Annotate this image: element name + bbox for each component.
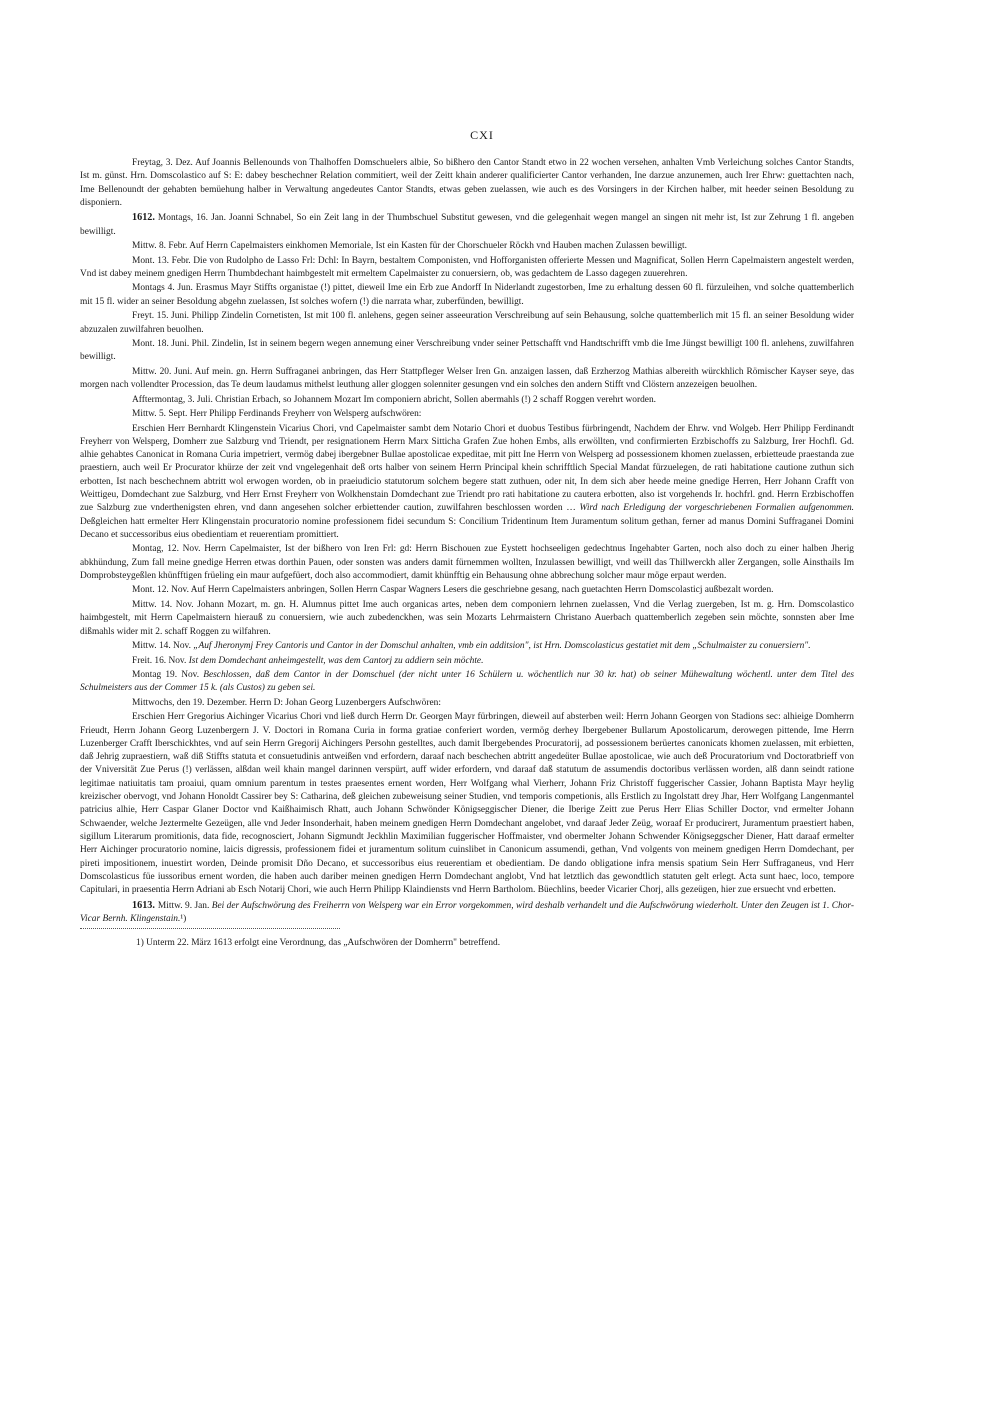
entry-13	[80, 584, 854, 597]
entry-text: Mittw. 8. Febr. Auf Herrn Capelmaisters einkhomen Memoriale, Ist ein Kasten für der Chorschueler Röckh vnd Hauben machen Zulassen bewilligt.	[132, 241, 687, 252]
entry-text: Montags, 16. Jan. Joanni Schnabel, So ein Zeit lang in der Thumbschuel Substitut gewesen, vnd die gelegenhait wegen mangel an singen nit mehr ist, Ist zur Zehrung 1 fl. angeben bewilligt.	[80, 213, 854, 237]
entry-7	[80, 338, 854, 365]
entry-text: Montag, 12. Nov. Herrn Capelmaister, Ist der bißhero von Iren Frl: gd: Herrn Bischouen zue Eystett hochseeligen gedechtnus Ingehabter Garten, noch also doch zu einer halben Jherig abkhündung, Zum fall meine gnedige Herren etwas dorthin Pauen, oder sonsten was anders damit fürnemmen wollten, Inzulassen bewilligt, vnd weill das Thillwerckh aller Zergangen, solle Ainsthails Im Domprobsteygeßlen khünfftigen früeling ein maur aufgefüert, doch also accommodiert, damit khünfftig ein Behausung ohne abbrechung solcher maur möge erpaut werden.	[80, 544, 854, 581]
entry-text: Mittw. 20. Juni. Auf mein. gn. Herrn Suffraganei anbringen, das Herr Stattpfleger Welser Iren Gn. anzaigen lassen, daß Erzherzog Mathias albereith würckhlich Römischer Kayser seye, das morgen nach vollendter Procession, das Te deum laudamus mithelst leuthung aller gloggen solenniter gesungen vnd ein solches den andern Stifft vnd Clöstern anzezeigen beuolhen.	[80, 366, 854, 391]
entry-11	[80, 423, 854, 543]
entry-text: Freyt. 15. Juni. Philipp Zindelin Cornetisten, Ist mit 100 fl. anlehens, gegen seiner asseeuration Verschreibung auf sein Behausung, solche quattemberlich mit 15 fl. an seiner Besoldung wider abzuzalen zuwilfahren beuolhen.	[80, 311, 854, 335]
entry-text: Montag 19. Nov.	[132, 669, 200, 680]
entry-text: Erschien Herr Gregorius Aichinger Vicarius Chori vnd ließ durch Herrn Dr. Georgen Mayr fürbringen, dieweil auf absterben weil: Herrn Johann Georgen von Stadions sec: alhieige Domherrn Frieudt, Herrn Johann Georg Luzenbergern J. V. Doctori in Romana Curia in forma gratiae conferiert worden, vermög derhey Ibergebener Bullarum Apostolicarum, derowegen pittende, Ime Herrn Luzenberger Crafft Iberschickhtes, vnd auf sein Herrn Gregorij Aichingers Persohn gestelltes, auch damit Ibergebendes Procuratorij, ad possessionem berüertes canonicats khomen zuelassen, mit erbietten, daß Jehrig zupraestiern, waß diß Stiffts statuta et consuetudinis antweißen vnd erfordern, daraaf nach beschechen abtritt angedeüter Bullae apostolicae, wie auch deß Procuratorium vnd Doctoratbrieff von der Vniversität Zue Perus (!) verlässen, alßdan weil khain mangel darinnen verspürt, auff wider erfordern, vnd daraaf daß statutum de assumendis doctoribus verlässen worden, alß dann seindt ratione legitimae natiuitatis tam proaiui, quam omnium parentum in testes praesentes ernent worden, Herr Wolfgang whal Vierherr, Johann Friz Christoff fuggerischer Cassier, Johann Baptista Mayr heylig kreizischer obervogt, vnd Johann Honoldt Cassirer bey S: Catharina, deß gleichen zubeweisung seiner Studien, vnd temporis competionis, alls Erstlich zu Ingolstatt drey Jhar, Herr Wolfgang Langenmantel patricius alhie, Herr Caspar Glaner Doctor vnd Kaißhaimisch Rhatt, auch Johann Schwönder Königseggischer Diener, die Iberige Zeitt zue Perus Herr Elias Schiller Doctor, vnd ermelter Johann Schwaender, welche Jeztermelte Gezeügen, alle vnd Jeder Insonderhait, haben meinem gnedigen Herrn Domdechant angelobet, vnd daraaf Jeder Zeüg, woraaf Er producirert, Juramentum praestiert haben, sigillum Literarum promitionis, data fide, recognosciert, Johann Sigmundt Jeckhlin Maximilian fuggerischer Hoffmaister, vnd obermelter Johann Schwender Königseggscher Diener, Hatt daraaf ermelter Herr Aichinger procuratorio nomine, laicis digressis, professionem fidei et juramentum solitum cuinslibet in Canonicum assumendi, gethan, Vnd volgents von meinem gnedigen Herrn Domdechant, per pireti impositionem, inuestirt worden, Deinde promisit Dño Decano, et successoribus eius reuerentiam et obedientiam. De dando obligatione infra mensis spatium Sein Herr Suffraganeus, vnd Herr Domscolasticus füe iussoribus ernent worden, die haben auch dariber meinen gnedigen Herrn Domdechant anglobt, Vnd hat letztlich das gewondtlich statuten gelt erlegt. Acta sunt haec, loco, tempore Capitulari, in praesentia Herrn Adriani ab Esch Notarij Chori, wie auch Herrn Philipp Klaindiensts vnd Herrn Bartholom. Büechlins, beeder Vicarier Chorj, alls gezeügen, hier zue ersuecht vnd erbetten.	[80, 712, 854, 896]
entry-17	[80, 669, 854, 696]
entry-text: Afftermontag, 3. Juli. Christian Erbach, so Johannem Mozart Im componiern abricht, Sollen abermahls (!) 2 schaff Roggen verehrt worden.	[132, 394, 656, 405]
entry-text: Mont. 12. Nov. Auf Herrn Capelmaisters anbringen, Sollen Herrn Caspar Wagners Lesers die geschriebne gesang, nach guetachten Herrn Domscolasticj außbezalt worden.	[132, 585, 774, 596]
entry-italic-note: Ist dem Domdechant anheimgestellt, was dem Cantorj zu addiern sein möchte.	[188, 655, 484, 666]
entry-text: Mittw. 14. Nov. Johann Mozart, m. gn. H. Alumnus pittet Ime auch organicas artes, neben dem componiern lehrnen zuelassen, Vnd die Verlag zuergeben, Ist m. g. Hrn. Domscolastico haimbgestelt, mit Herrn Capelmaistern hierauß zu conuersiern, wie auch zubedenckhen, was sein Mozarts Lehrmaistern Christano Auerbach quattemberlich zegeben sein möchte, sonnsten aber Ime dißmahls wider mit 2. schaff Roggen zu wilfahren.	[80, 599, 854, 637]
entry-20	[80, 899, 854, 927]
entry-text: Mont. 13. Febr. Die von Rudolpho de Lasso Frl: Dchl: In Bayrn, bestaltem Componisten, vnd Hofforganisten offerierte Messen und Magnificat, Sollen Herrn Capelmaistern angestelt werden, Vnd ist dabey meinem gnedigen Herrn Thumbdechant haimbgestelt mit ermeltem Capelmaister zu conuersiern, ob, was gedachtem de Lasso dagegen zuuerehren.	[80, 255, 854, 279]
entry-text: Mittw. 14. Nov.	[132, 641, 191, 652]
entry-italic-note: Wird nach Erledigung der vorgeschriebenen Formalien aufgenommen.	[579, 503, 854, 514]
entry-text: Mittw. 9. Jan.	[157, 900, 210, 911]
entry-italic-note: Beschlossen, daß dem Cantor in der Domschuel (der nicht unter 16 Schülern u. wöchentlich nur 30 kr. hat) ob seiner Mühewaltung wöchentl. unter dem Titel des Schulmeisters aus der Commer 15 k. (als Custos) zu geben sei.	[80, 669, 855, 694]
entry-text: Mittwochs, den 19. Dezember. Herrn D: Johan Georg Luzenbergers Aufschwören:	[132, 697, 441, 708]
entry-4	[80, 255, 854, 282]
year-heading: 1613.	[132, 899, 155, 911]
entry-9	[80, 394, 854, 407]
entry-12	[80, 543, 854, 583]
document-body	[80, 157, 854, 950]
entry-italic-note: „Auf Jheronymj Frey Cantoris und Cantor in der Domschul anhalten, vmb ein additsion", ist Hrn. Domscolasticus gestatiet mit dem „Schulmaister zu conuersiern".	[193, 641, 811, 652]
entry-8	[80, 366, 854, 393]
page-number: CXI	[470, 128, 494, 142]
entry-text: Montags 4. Jun. Erasmus Mayr Stiffts organistae (!) pittet, dieweil Ime ein Erb zue Andorff In Niderlandt zugestorben, Ime zu erhaltung dessen 60 fl. fürzuleihen, vnd solche quattemberlich mit 15 fl. wider an seiner Besoldung abgehn zuelassen, Ist solches wofern (!) die narrata whar, zuberfünden, bewilligt.	[80, 283, 854, 307]
entry-2	[80, 211, 854, 239]
entry-15	[80, 640, 854, 653]
entry-text: Mont. 18. Juni. Phil. Zindelin, Ist in seinem begern wegen annemung einer Verschreibung vnder seiner Pettschafft vnd Handtschrifft vmb die Ime Jüngst bewilligt 100 fl. anlehens, zuwilfahren bewilligt.	[80, 338, 854, 363]
entry-3	[80, 240, 854, 253]
entry-text: Erschien Herr Bernhardt Klingenstein Vicarius Chori, vnd Capelmaister sambt dem Notario Chori et duobus Testibus fürbringendt, Nachdem der Ehrw. vnd Wolgeb. Herr Philipp Ferdinandt Freyherr von Welsperg, Domherr zue Salzburg vnd Triendt, per resignationem Herrn Marx Sitticha Grafen Zue hohen Embs, alls erwöllten, vnd confirmierten Erzbischoffs zu Salzburg, Irer Hochfl. Gd. alhie gehabtes Canonicat in Romana Curia impetriert, vermög dabej ibergebner Bullae apostolicae expeditae, mit pitt Ine Herrn von Welsperg ad possessionem khomen zuelassen, erbietteude praestanda zue praestiern, auch weil Er Procurator khürze der zeit vnd vngelegenhait deß orts halber von seinem Herrn Principal khein schrifftlich Special Mandat fürzuelegen, de rati habitatione cautione zuthun sich erbotten, Ist nach beschechnem abtritt wol erwogen worden, ob in praeiudicio statutorum solchem begere statt zuthuen, oder nit, In dem sich aber heede meine gnedige Herren, Herr Johann Crafft von Weittigeu, Domdechant zue Salzburg, vnd Herr Ernst Freyherr von Wolkhenstain Domdechant zue Triendt pro rati habitatione zu cautera erbotten, also ist vorgehends Ir. hochfrl. gnd. Herrn Erzbischoffen zue Salzburg zue vnderthenigsten ehren, vnd dann angesehen solcher erbiettender caution, zuwilfahren beschlossen worden …	[80, 423, 854, 514]
entry-italic-note: Bei der Aufschwörung des Freiherrn von Welsperg war ein Error vorgekommen, wird deshalb verhandelt und die Aufschwörung wiederholt. Unter den Zeugen ist 1. Chor-Vicar Bernh. Klingenstain.	[80, 900, 854, 924]
footnote-marker: ¹)	[180, 913, 187, 924]
entry-6	[80, 310, 854, 337]
entry-text: Freytag, 3. Dez. Auf Joannis Bellenounds von Thalhoffen Domschuelers albie, So bißhero den Cantor Standt etwo in 22 wochen versehen, anhalten Vmb Verleichung solches Cantor Standts, Ist m. günst. Hrn. Domscolastico auf S: E: dabey beschechner Relation commitiert, weil der Zeitt khain anderer qualificierter Cantor verhanden, Ine darzue anzunemen, auch Irer Ehrw: guettachten nach, Ime Bellenoundt der gehabten bemüehung halber in Verwaltung angedeutes Cantor Standts, etwas geben zuelassen, wie auch es des Vorsingers in der Kirchen halber, mit heeder seinen Besoldung zu disponiern.	[80, 158, 854, 208]
entry-14	[80, 599, 854, 639]
entry-tail: Deßgleichen hatt ermelter Herr Klingenstain procuratorio nomine professionem fidei secundum S: Concilium Tridentinum Item Juramentum solitum gethan, ferner ad manus Domini Suffraganei Domini Decano et successoribus eius obedientiam et reuerentiam promittiert.	[80, 516, 854, 540]
entry-10	[80, 408, 854, 421]
entry-1	[80, 157, 854, 210]
entry-18	[80, 697, 854, 710]
entry-5	[80, 282, 854, 309]
footnote-separator	[80, 928, 340, 929]
entry-text: Freit. 16. Nov.	[132, 655, 187, 666]
footnote: 1) Unterm 22. März 1613 erfolgt eine Verordnung, das „Aufschwören der Domherrn" betreffend.	[136, 938, 501, 949]
entry-text: Mittw. 5. Sept. Herr Philipp Ferdinands Freyherr von Welsperg aufschwören:	[132, 409, 422, 420]
entry-19	[80, 711, 854, 897]
year-heading: 1612.	[132, 212, 155, 224]
entry-16	[80, 655, 854, 668]
